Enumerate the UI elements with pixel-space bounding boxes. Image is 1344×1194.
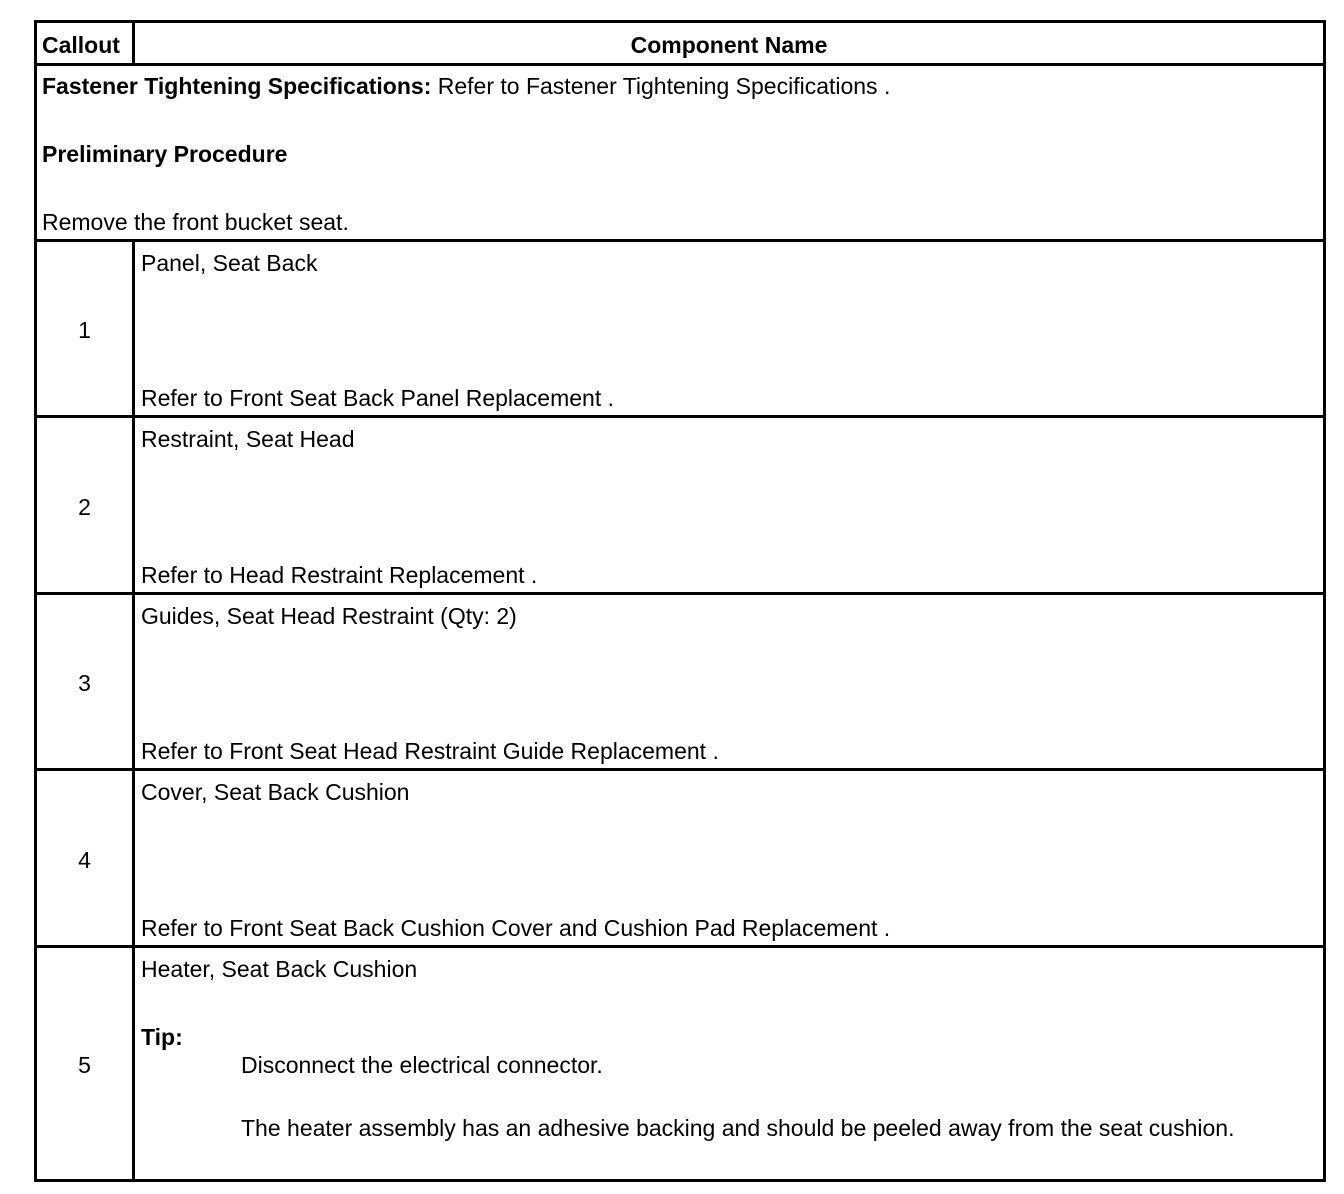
tip-item: Disconnect the electrical connector. — [241, 1052, 603, 1078]
row-divider — [37, 592, 1323, 595]
row-divider — [37, 415, 1323, 418]
component-name: Restraint, Seat Head — [141, 426, 355, 452]
component-reference-link[interactable]: Refer to Front Seat Head Restraint Guide Replacement . — [141, 738, 719, 764]
callout-number: 4 — [78, 847, 91, 873]
intro-bottom-line — [37, 239, 1323, 242]
component-name: Guides, Seat Head Restraint (Qty: 2) — [141, 603, 517, 629]
component-name: Panel, Seat Back — [141, 250, 318, 276]
component-reference-link[interactable]: Refer to Front Seat Back Cushion Cover and Cushion Pad Replacement . — [141, 915, 891, 941]
component-table — [34, 20, 1326, 1182]
callout-number: 5 — [78, 1052, 91, 1078]
preliminary-procedure-text: Remove the front bucket seat. — [42, 209, 349, 235]
component-reference-link[interactable]: Refer to Head Restraint Replacement . — [141, 562, 538, 588]
tip-label: Tip: — [141, 1024, 183, 1050]
fastener-spec-label: Fastener Tightening Specifications: — [42, 73, 432, 99]
row-divider — [37, 768, 1323, 771]
component-name: Cover, Seat Back Cushion — [141, 779, 410, 805]
callout-number: 1 — [78, 317, 91, 343]
callout-column-divider — [132, 239, 135, 1179]
fastener-spec-line — [42, 73, 890, 99]
component-name: Heater, Seat Back Cushion — [141, 956, 418, 982]
header-bottom-line — [37, 63, 1323, 66]
component-reference-link[interactable]: Refer to Front Seat Back Panel Replacement . — [141, 385, 615, 411]
header-column-divider — [132, 23, 135, 63]
tip-item: The heater assembly has an adhesive backing and should be peeled away from the seat cushion. — [241, 1115, 1235, 1141]
callout-number: 2 — [78, 494, 91, 520]
preliminary-procedure-heading: Preliminary Procedure — [42, 141, 288, 167]
header-component-name: Component Name — [630, 32, 828, 58]
row-divider — [37, 945, 1323, 948]
fastener-spec-link[interactable]: Refer to Fastener Tightening Specifications . — [437, 73, 891, 99]
header-callout: Callout — [42, 32, 120, 58]
callout-number: 3 — [78, 670, 91, 696]
